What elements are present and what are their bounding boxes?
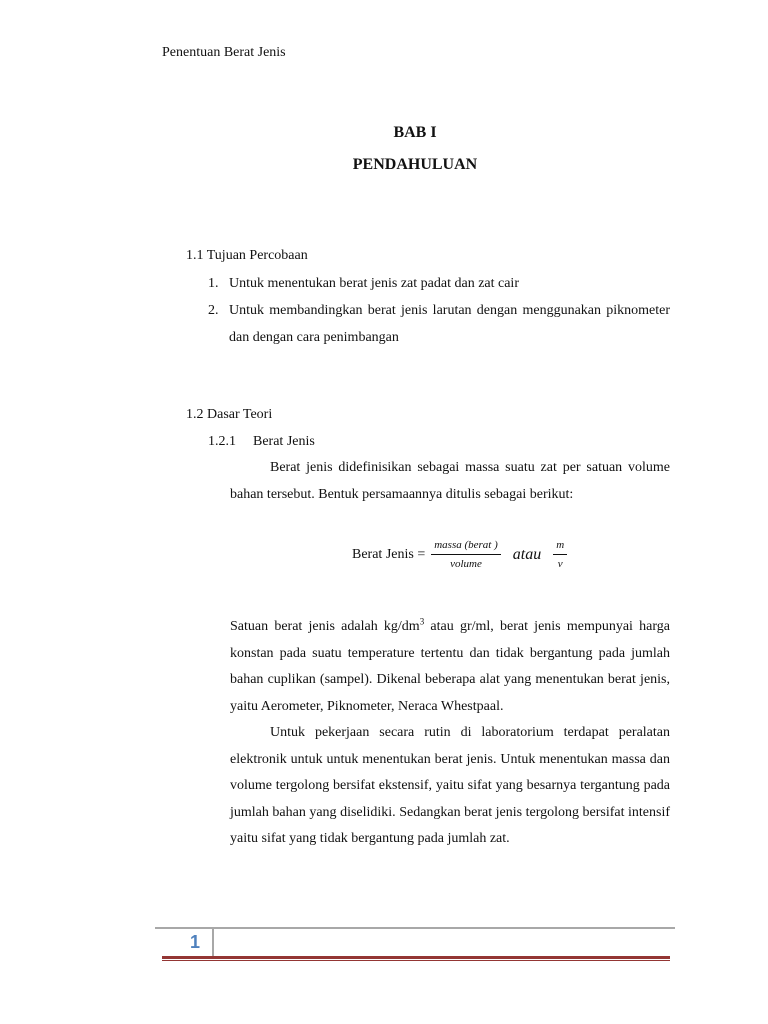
body-paragraphs [230, 614, 670, 853]
formula-lhs: Berat Jenis = [352, 546, 426, 562]
list-item-text: Untuk membandingkan berat jenis larutan dengan menggunakan piknometer dan dengan cara penimbangan [229, 303, 670, 345]
units-paragraph [230, 614, 670, 720]
footer-rule-top [155, 927, 675, 929]
chapter-number: BAB I [393, 124, 437, 141]
formula-alt-fraction [553, 538, 567, 571]
fraction-numerator: m [556, 539, 565, 551]
intro-paragraph [230, 455, 670, 508]
formula-fraction [431, 538, 501, 571]
subsection-number: 1.2.1 [208, 434, 236, 449]
objectives-list [208, 270, 670, 351]
formula-connector: atau [512, 545, 542, 563]
page-number: 1 [190, 932, 201, 952]
list-item-number: 2. [208, 303, 219, 318]
subsection-title: Berat Jenis [253, 434, 315, 449]
list-item [208, 297, 670, 351]
fraction-numerator: massa (berat ) [434, 539, 498, 551]
list-item-number: 1. [208, 276, 219, 291]
fraction-bar [553, 554, 567, 555]
fraction-bar [431, 554, 501, 555]
running-header: Penentuan Berat Jenis [162, 45, 286, 60]
section-heading-1-1: 1.1 Tujuan Percobaan [186, 248, 308, 263]
fraction-denominator: v [557, 558, 563, 570]
units-text-start: Satuan berat jenis adalah kg/dm [230, 619, 420, 634]
list-item [208, 270, 670, 297]
units-superscript: 3 [419, 616, 425, 627]
lab-paragraph: Untuk pekerjaan secara rutin di laboratorium terdapat peralatan elektronik untuk untuk menentukan berat jenis. Untuk menentukan massa dan volume tergolong bersifat ekstensif, yaitu sifat yang besarnya tergantung pada jumlah bahan yang diselidiki. Sedangkan berat jenis tergolong bersifat intensif yaitu sifat yang tidak bergantung pada jumlah zat. [230, 725, 670, 846]
chapter-title: PENDAHULUAN [352, 156, 478, 173]
footer-rule-bottom-thin [162, 960, 670, 961]
footer-rule-bottom [162, 956, 670, 959]
fraction-denominator: volume [450, 558, 482, 570]
paragraph-text: Berat jenis didefinisikan sebagai massa suatu zat per satuan volume bahan tersebut. Bentuk persamaannya ditulis sebagai berikut: [230, 460, 670, 502]
units-text-rest: atau gr/ml, berat jenis mempunyai harga konstan pada suatu temperature tertentu dan tidak bergantung pada jumlah bahan cuplikan (sampel). Dikenal beberapa alat yang menentukan berat jenis, yaitu Aerometer, Piknometer, Neraca Whestpaal. [230, 619, 670, 714]
density-formula [352, 538, 567, 571]
list-item-text: Untuk menentukan berat jenis zat padat dan zat cair [229, 276, 519, 291]
section-heading-1-2: 1.2 Dasar Teori [186, 407, 273, 422]
footer-divider [212, 929, 214, 958]
